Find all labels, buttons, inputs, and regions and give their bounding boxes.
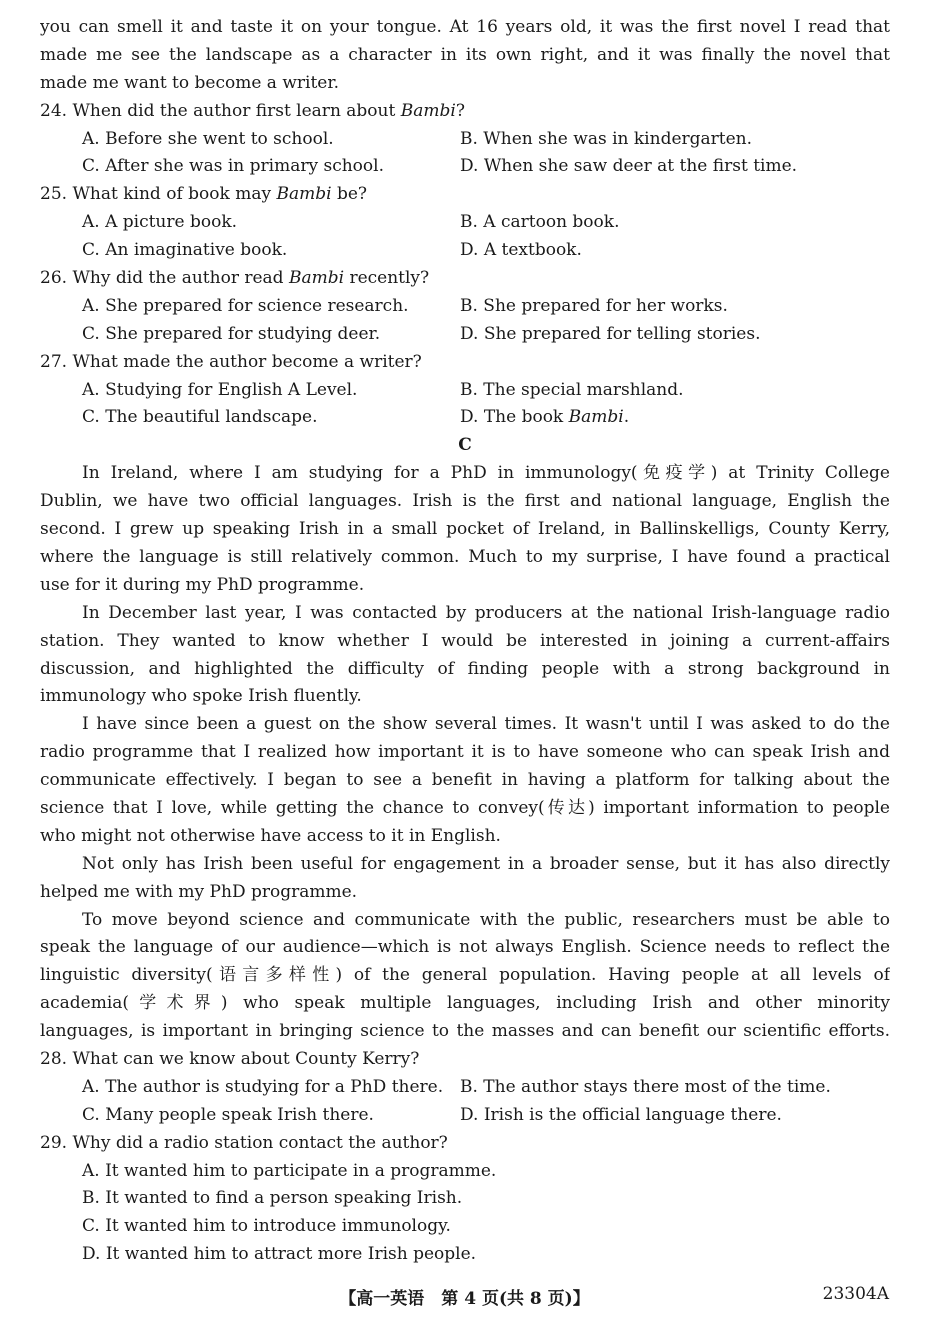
option-a: A. It wanted him to participate in a programme. xyxy=(82,1160,497,1181)
question-25 xyxy=(40,181,890,265)
book-title: Bambi xyxy=(288,268,345,289)
paragraph-line: immunology who spoke Irish fluently. xyxy=(40,686,362,707)
paragraph-line: radio programme that I realized how important it is to have someone who can speak Irish and xyxy=(40,742,890,763)
paragraph-line: made me see the landscape as a character in its own right, and it was finally the novel that xyxy=(40,44,890,65)
option-b: B. The author stays there most of the time. xyxy=(460,1076,831,1097)
option-b: B. She prepared for her works. xyxy=(460,295,728,316)
paragraph-line: In Ireland, where I am studying for a PhD in immunology(免疫学) at Trinity College xyxy=(82,463,890,484)
paragraph-3 xyxy=(40,711,890,850)
book-title: Bambi xyxy=(276,184,332,205)
option-b: B. It wanted to find a person speaking Irish. xyxy=(82,1188,463,1209)
option-c: C. Many people speak Irish there. xyxy=(82,1104,374,1125)
option-b: B. The special marshland. xyxy=(460,379,684,400)
paragraph-line: discussion, and highlighted the difficulty of finding people with a strong background in xyxy=(40,658,890,679)
paragraph-line: academia(学术界) who speak multiple languages, including Irish and other minority xyxy=(40,993,890,1014)
paragraph-5 xyxy=(40,907,890,1046)
option-a: A. Studying for English A Level. xyxy=(82,379,358,400)
paragraph-line: where the language is still relatively common. Much to my surprise, I have found a practical xyxy=(40,546,890,567)
book-title: Bambi xyxy=(568,407,624,428)
option-a: A. She prepared for science research. xyxy=(82,295,409,316)
option-d: D. When she saw deer at the first time. xyxy=(460,156,798,177)
option-d: D. A textbook. xyxy=(460,240,582,261)
paragraph-2 xyxy=(40,600,890,712)
passage-c xyxy=(40,460,890,1046)
question-28 xyxy=(40,1046,890,1130)
option-c: C. An imaginative book. xyxy=(82,240,288,261)
option-d: D. Irish is the official language there. xyxy=(460,1104,782,1125)
question-29 xyxy=(40,1130,890,1269)
page-footer xyxy=(0,1282,929,1312)
question-stem: 29. Why did a radio station contact the author? xyxy=(40,1132,448,1153)
paragraph-1 xyxy=(40,460,890,599)
section-heading-c: C xyxy=(458,435,472,456)
paragraph-line: Not only has Irish been useful for engagement in a broader sense, but it has also directly xyxy=(82,853,890,874)
paragraph-line: use for it during my PhD programme. xyxy=(40,574,365,595)
paragraph-line: made me want to become a writer. xyxy=(40,72,340,93)
paragraph-line: helped me with my PhD programme. xyxy=(40,881,358,902)
paragraph-line: speak the language of our audience—which is not always English. Science needs to reflect the xyxy=(40,937,890,958)
paragraph-line: who might not otherwise have access to it in English. xyxy=(40,825,501,846)
paragraph-line: second. I grew up speaking Irish in a small pocket of Ireland, in Ballinskelligs, County Kerry, xyxy=(40,519,890,540)
option-a: A. A picture book. xyxy=(82,212,238,233)
paragraph-line: you can smell it and taste it on your tongue. At 16 years old, it was the first novel I read that xyxy=(40,17,890,37)
paragraph-line: science that I love, while getting the chance to convey(传达) important information to people xyxy=(40,797,890,818)
book-title: Bambi xyxy=(400,100,456,121)
question-stem: 24. When did the author first learn about Bambi? xyxy=(40,100,465,121)
option-a: A. Before she went to school. xyxy=(82,128,334,149)
question-stem: 28. What can we know about County Kerry? xyxy=(40,1049,420,1070)
question-26 xyxy=(40,265,890,349)
footer-page-info: 【高一英语 第 4 页(共 8 页)】 xyxy=(339,1289,590,1309)
paragraph-line: languages, is important in bringing science to the masses and can benefit our scientific efforts. xyxy=(40,1021,890,1042)
option-d: D. It wanted him to attract more Irish people. xyxy=(82,1244,477,1265)
paragraph-line: communicate effectively. I began to see a benefit in having a platform for talking about the xyxy=(40,770,890,791)
paragraph-line: In December last year, I was contacted by producers at the national Irish-language radio xyxy=(82,602,890,623)
question-stem: 25. What kind of book may Bambi be? xyxy=(40,184,368,205)
question-stem: 27. What made the author become a writer? xyxy=(40,351,422,372)
paragraph-line: station. They wanted to know whether I would be interested in joining a current-affairs xyxy=(40,630,890,651)
paragraph-line: Dublin, we have two official languages. Irish is the first and national language, English the xyxy=(40,491,890,512)
paragraph-line: To move beyond science and communicate with the public, researchers must be able to xyxy=(82,909,890,930)
option-c: C. The beautiful landscape. xyxy=(82,407,318,428)
option-c: C. After she was in primary school. xyxy=(82,156,384,177)
option-c: C. It wanted him to introduce immunology. xyxy=(82,1216,451,1237)
passage-b-tail xyxy=(40,14,890,98)
question-27 xyxy=(40,349,890,433)
option-b: B. A cartoon book. xyxy=(460,212,620,233)
question-24 xyxy=(40,98,890,182)
option-a: A. The author is studying for a PhD there. xyxy=(82,1076,444,1097)
question-stem: 26. Why did the author read Bambi recently? xyxy=(40,268,430,289)
paragraph-line: linguistic diversity(语言多样性) of the general population. Having people at all levels of xyxy=(40,965,890,986)
paragraph-line: I have since been a guest on the show several times. It wasn't until I was asked to do the xyxy=(82,714,890,735)
paragraph-4 xyxy=(40,851,890,907)
footer-exam-code: 23304A xyxy=(822,1284,889,1304)
option-b: B. When she was in kindergarten. xyxy=(460,128,753,149)
exam-page xyxy=(40,14,890,1269)
option-d: D. She prepared for telling stories. xyxy=(460,323,761,344)
option-c: C. She prepared for studying deer. xyxy=(82,323,381,344)
option-d: D. The book Bambi. xyxy=(460,407,630,428)
